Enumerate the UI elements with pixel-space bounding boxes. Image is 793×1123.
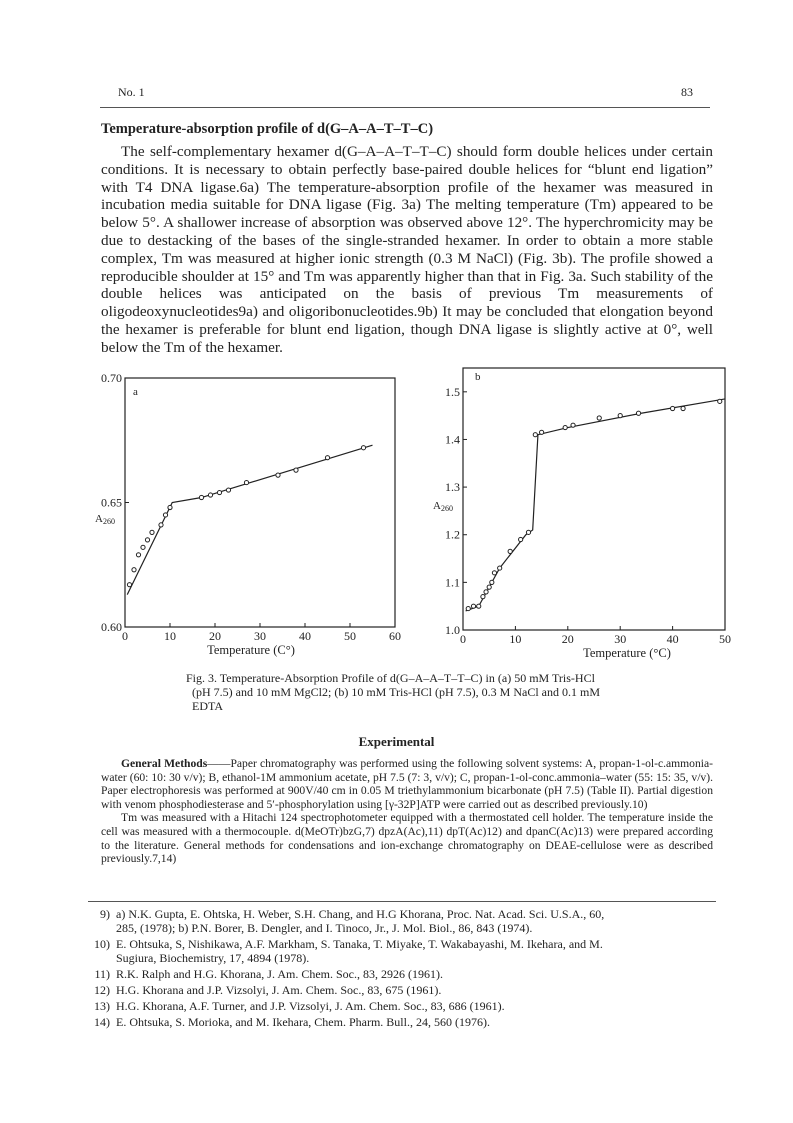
general-methods-text: ——Paper chromatography was performed using the following solvent systems: A, propan-1-ol-c.ammonia-water (60: 10: 30 v/v); B, ethanol-1M ammonium acetate, pH 7.5 (7: 3, v/v); C, propan-1-ol-conc.ammonia–water (55: 15: 35, v/v). Paper electrophoresis was performed at 900V/40 cm in 0.05 M triethylammonium bicarbonate (pH 7.5) (Table II). Partial digestion with venom phosphodiesterase and 5′-phosphorylation using [γ-32P]ATP were carried out as described previously.10) — [101, 757, 713, 811]
data-point — [571, 423, 575, 427]
x-tick-label: 20 — [561, 632, 574, 646]
footnote-number: 12) — [94, 983, 110, 997]
footnote-line: H.G. Khorana, A.F. Turner, and J.P. Vizsolyi, J. Am. Chem. Soc., 83, 686 (1961). — [116, 999, 505, 1013]
data-point — [540, 430, 544, 434]
x-tick-label: 30 — [614, 632, 627, 646]
data-point — [597, 416, 601, 420]
chart-panel-a — [0, 360, 420, 670]
data-point — [481, 595, 485, 599]
data-point — [526, 530, 530, 534]
data-point — [487, 585, 491, 589]
data-point — [636, 411, 640, 415]
data-point — [163, 513, 167, 517]
x-axis-label: Temperature (C°) — [207, 643, 295, 657]
y-tick-label: 0.70 — [101, 371, 122, 385]
experimental-heading: Experimental — [358, 734, 435, 749]
footnote-number: 9) — [100, 907, 110, 921]
data-point — [199, 495, 203, 499]
body-paragraph: The self-complementary hexamer d(G–A–A–T–T–C) should form double helices under certain conditions. It is necessary to obtain perfectly base-paired double helices for “blunt end ligation” with T4 DNA ligase.6a) The temperature-absorption profile of the hexamer was measured in incubation media suitable for DNA ligase (Fig. 3a) The melting temperature (Tm) appeared to be below 5°. A shallower increase of absorption was observed above 12°. The hyperchromicity may be due to destacking of the bases of the single-stranded hexamer. In order to obtain a more stable complex, Tm was measured at higher ionic strength (0.3 M NaCl) (Fig. 3b). The profile showed a reproducible shoulder at 15° and Tm was apparently higher than that in Fig. 3a. Such stability of the double helices was anticipated on the basis of previous Tm measurements of oligodeoxynucleotides9a) and oligoribonucleotides.9b) It may be concluded that elongation beyond the hexamer is preferable for blunt end ligation, though DNA ligase is slightly active at 0°, well below the Tm of the hexamer. — [101, 143, 713, 356]
x-tick-label: 0 — [122, 629, 128, 643]
footnote-rule — [88, 901, 716, 902]
series-line — [466, 399, 725, 611]
data-point — [136, 553, 140, 557]
data-point — [168, 505, 172, 509]
data-point — [533, 433, 537, 437]
chart-panel-b — [400, 360, 793, 670]
data-point — [145, 538, 149, 542]
data-point — [498, 566, 502, 570]
panel-label: a — [133, 386, 138, 398]
data-point — [618, 414, 622, 418]
x-tick-label: 50 — [719, 632, 731, 646]
x-tick-label: 40 — [666, 632, 679, 646]
plot-frame — [463, 368, 725, 630]
experimental-text — [101, 757, 713, 866]
x-tick-label: 50 — [344, 629, 356, 643]
footnote-line: E. Ohtsuka, S. Morioka, and M. Ikehara, Chem. Pharm. Bull., 24, 560 (1976). — [116, 1015, 490, 1029]
y-axis-label: A260 — [95, 513, 115, 526]
footnote-line: R.K. Ralph and H.G. Khorana, J. Am. Chem. Soc., 83, 2926 (1961). — [116, 967, 443, 981]
data-point — [519, 537, 523, 541]
footnote-line: Sugiura, Biochemistry, 17, 4894 (1978). — [116, 951, 310, 965]
x-tick-label: 20 — [209, 629, 221, 643]
data-point — [477, 604, 481, 608]
x-tick-label: 10 — [509, 632, 522, 646]
series-line — [127, 445, 372, 594]
y-tick-label: 1.0 — [445, 623, 460, 637]
x-axis-label: Temperature (°C) — [583, 646, 671, 660]
data-point — [132, 568, 136, 572]
experimental-paragraph-2: Tm was measured with a Hitachi 124 spectrophotometer equipped with a thermostated cell holder. The temperature inside the cell was measured with a thermocouple. d(MeOTr)bzG,7) dpzA(Ac),11) dpT(Ac)12) and dpanC(Ac)13) were prepared according to the literature. General methods for condensations and ion-exchange chromatography on DEAE-cellulose were as described previously.7,14) — [101, 811, 713, 866]
y-tick-label: 1.4 — [445, 432, 460, 447]
panel-label: b — [475, 371, 481, 383]
y-tick-label: 0.65 — [101, 495, 122, 510]
data-point — [127, 583, 131, 587]
plot-frame — [125, 378, 395, 627]
data-point — [294, 468, 298, 472]
figure-3 — [0, 360, 793, 670]
x-tick-label: 10 — [164, 629, 176, 643]
x-tick-label: 60 — [389, 629, 401, 643]
data-point — [484, 590, 488, 594]
data-point — [276, 473, 280, 477]
figure-caption — [186, 671, 686, 713]
data-point — [150, 530, 154, 534]
y-axis-label: A260 — [433, 500, 453, 513]
figure-caption-line: Fig. 3. Temperature-Absorption Profile of d(G–A–A–T–T–C) in (a) 50 mM Tris-HCl — [186, 671, 595, 685]
data-point — [217, 490, 221, 494]
running-header-journal-number: No. 1 — [118, 85, 145, 99]
body-text — [101, 143, 713, 357]
x-tick-label: 0 — [460, 632, 466, 646]
footnote-line: E. Ohtsuka, S, Nishikawa, A.F. Markham, S. Tanaka, T. Miyake, T. Wakabayashi, M. Ikehara, and M. — [116, 937, 603, 951]
y-tick-label: 1.3 — [445, 480, 460, 495]
data-point — [141, 545, 145, 549]
footnote-number: 10) — [94, 937, 110, 951]
footnote-number: 11) — [94, 967, 110, 981]
data-point — [466, 606, 470, 610]
header-rule — [100, 107, 710, 108]
data-point — [325, 456, 329, 460]
data-point — [681, 406, 685, 410]
y-tick-label: 1.2 — [445, 527, 460, 542]
experimental-paragraph-1 — [101, 757, 713, 811]
data-point — [208, 493, 212, 497]
data-point — [471, 604, 475, 608]
data-point — [508, 549, 512, 553]
footnote-line: H.G. Khorana and J.P. Vizsolyi, J. Am. Chem. Soc., 83, 675 (1961). — [116, 983, 442, 997]
x-tick-label: 40 — [299, 629, 311, 643]
general-methods-label: General Methods — [121, 757, 208, 770]
figure-caption-line: (pH 7.5) and 10 mM MgCl2; (b) 10 mM Tris-HCl (pH 7.5), 0.3 M NaCl and 0.1 mM — [192, 685, 601, 699]
data-point — [492, 571, 496, 575]
data-point — [361, 446, 365, 450]
data-point — [490, 580, 494, 584]
footnote-number: 14) — [94, 1015, 110, 1029]
data-point — [159, 523, 163, 527]
data-point — [671, 406, 675, 410]
footnote-line: a) N.K. Gupta, E. Ohtska, H. Weber, S.H. Chang, and H.G Khorana, Proc. Nat. Acad. Sci. U.S.A., 60, — [116, 907, 605, 921]
data-point — [244, 480, 248, 484]
x-tick-label: 30 — [254, 629, 266, 643]
y-tick-label: 1.1 — [445, 575, 460, 590]
page-number: 83 — [681, 85, 693, 99]
data-point — [563, 425, 567, 429]
y-tick-label: 1.5 — [445, 384, 460, 399]
figure-caption-line: EDTA — [192, 699, 224, 713]
y-tick-label: 0.60 — [101, 620, 122, 634]
footnote-line: 285, (1978); b) P.N. Borer, B. Dengler, and I. Tinoco, Jr., J. Mol. Biol., 86, 843 (1974). — [116, 921, 533, 935]
data-point — [718, 399, 722, 403]
data-point — [226, 488, 230, 492]
footnote-number: 13) — [94, 999, 110, 1013]
section-title: Temperature-absorption profile of d(G–A–A–T–T–C) — [101, 121, 434, 137]
